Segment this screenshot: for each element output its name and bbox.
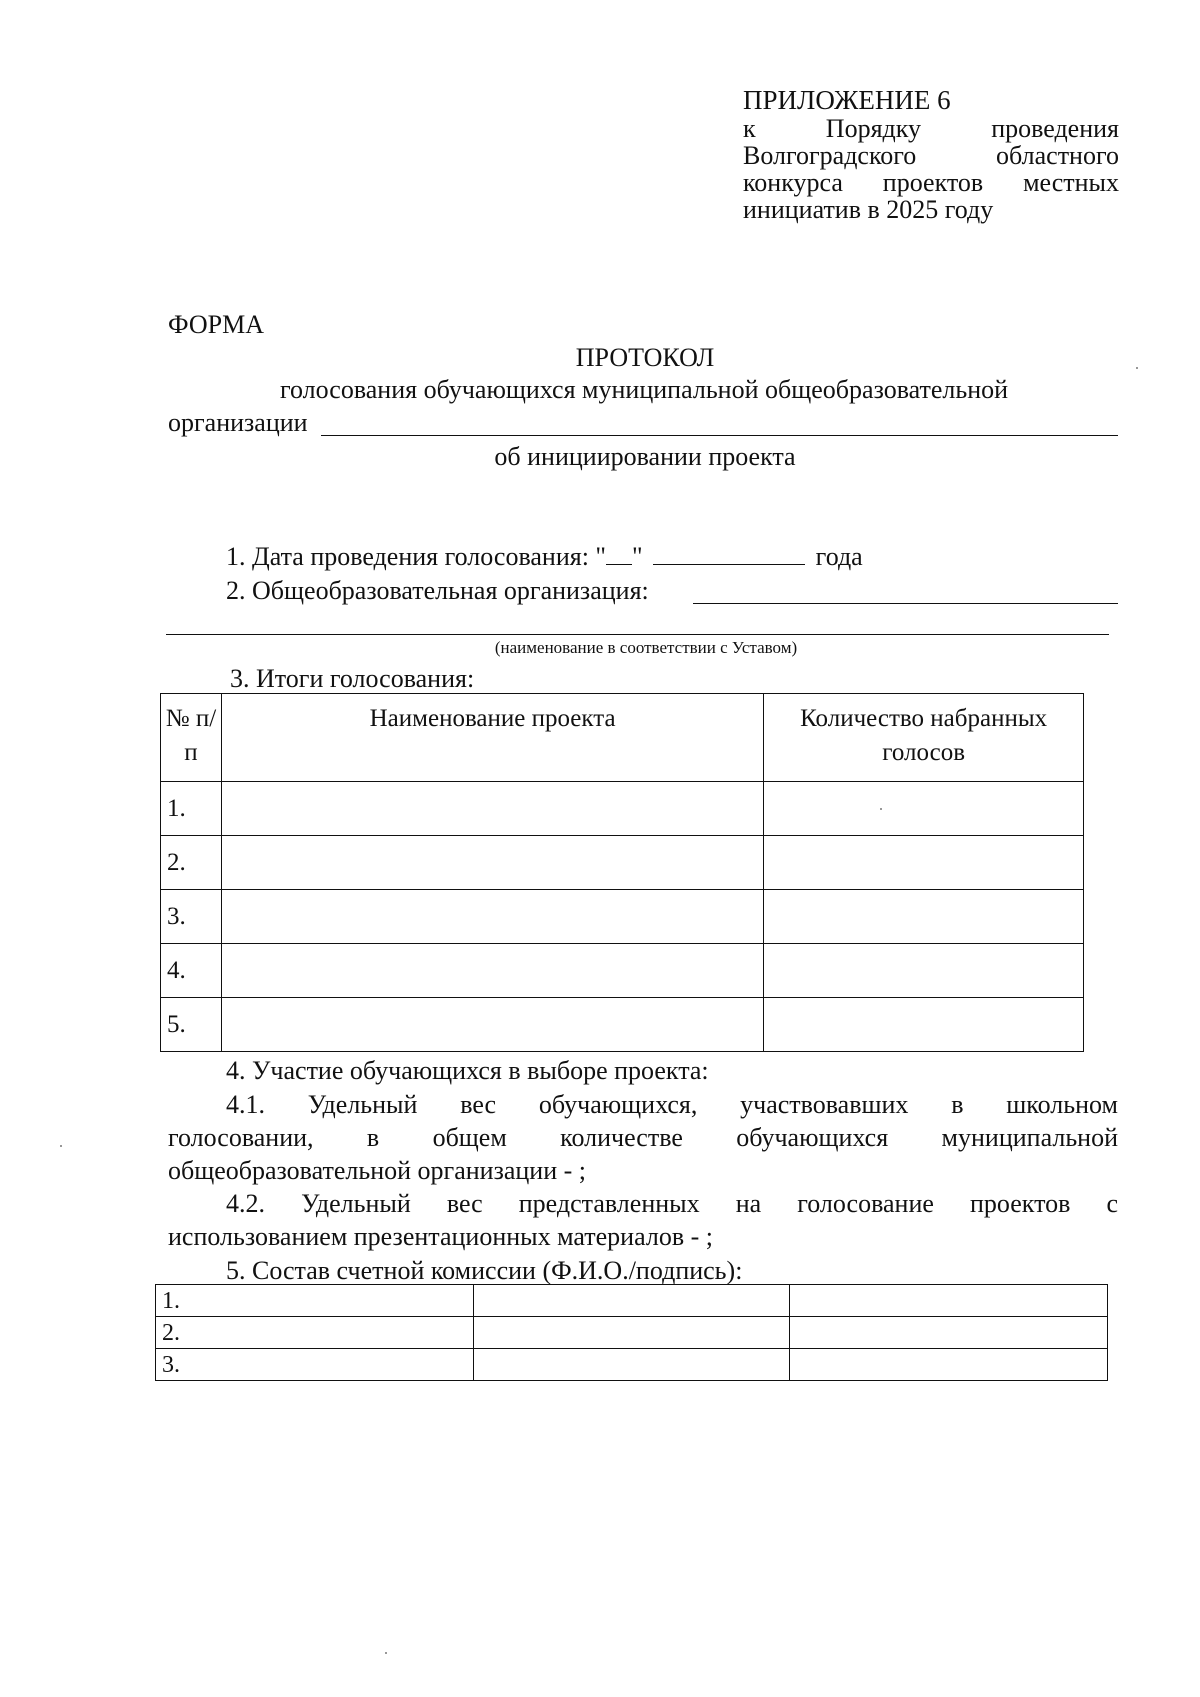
word: обучающихся,: [538, 1090, 698, 1119]
project-name-cell[interactable]: [221, 782, 763, 836]
header-project-name-text: Наименование проекта: [369, 705, 616, 732]
scan-speck: [385, 1652, 387, 1654]
commission-name-cell[interactable]: [473, 1317, 790, 1349]
paragraph-4-1-line1: [226, 1090, 1118, 1120]
word: общем: [432, 1123, 507, 1152]
protocol-subject: об инициировании проекта: [494, 442, 796, 471]
appendix-line: конкурса проектов местных: [743, 168, 1119, 197]
organization-label: организации: [168, 408, 308, 437]
row-number: 1.: [161, 782, 222, 836]
appendix-line: Волгоградского областного: [743, 141, 1119, 170]
table-row: [161, 998, 1084, 1052]
word: голосовании,: [168, 1123, 314, 1152]
paragraph-4-1-line2: [168, 1123, 1118, 1153]
scan-speck: [60, 1145, 62, 1147]
commission-name-cell[interactable]: [473, 1349, 790, 1381]
results-heading: 3. Итоги голосования:: [230, 664, 475, 693]
school-caption: (наименование в соответствии с Уставом): [494, 638, 798, 657]
voting-month-field[interactable]: [653, 542, 805, 565]
paragraph-4-1-line3: общеобразовательной организации - ;: [168, 1156, 587, 1185]
commission-member-cell[interactable]: 3.: [156, 1349, 474, 1381]
paragraph-4-2-line1: [226, 1189, 1118, 1219]
year-suffix: года: [815, 542, 863, 571]
word: в: [951, 1090, 964, 1119]
word: школьном: [1006, 1090, 1118, 1119]
appendix-title: ПРИЛОЖЕНИЕ 6: [743, 85, 951, 115]
word: Удельный: [301, 1189, 411, 1218]
word: представленных: [518, 1189, 700, 1218]
word: участвовавших: [740, 1090, 909, 1119]
word: количестве: [560, 1123, 683, 1152]
word: обучающихся: [736, 1123, 889, 1152]
commission-table: [155, 1284, 1108, 1381]
header-number-text: № п/п: [165, 705, 217, 766]
scan-speck: [1136, 367, 1138, 369]
word: в: [366, 1123, 380, 1152]
protocol-subtitle: голосования обучающихся муниципальной общеобразовательной: [280, 375, 1009, 404]
commission-heading: 5. Состав счетной комиссии (Ф.И.О./подпись):: [226, 1256, 743, 1285]
word: на: [735, 1189, 762, 1218]
voting-date-row: [226, 542, 863, 572]
project-name-cell[interactable]: [221, 944, 763, 998]
project-name-cell[interactable]: [221, 998, 763, 1052]
table-row: [156, 1285, 1108, 1317]
school-field[interactable]: [693, 580, 1118, 604]
header-number: [161, 694, 222, 782]
word: муниципальной: [941, 1123, 1118, 1152]
word: вес: [446, 1189, 483, 1218]
commission-member-cell[interactable]: 1.: [156, 1285, 474, 1317]
header-votes: [764, 694, 1084, 782]
votes-cell[interactable]: [764, 998, 1084, 1052]
commission-signature-cell[interactable]: [790, 1317, 1108, 1349]
row-number: 3.: [161, 890, 222, 944]
project-name-cell[interactable]: [221, 836, 763, 890]
commission-signature-cell[interactable]: [790, 1285, 1108, 1317]
row-number: 2.: [161, 836, 222, 890]
school-label: 2. Общеобразовательная организация:: [226, 576, 649, 605]
protocol-title: ПРОТОКОЛ: [575, 343, 715, 372]
word: проектов: [970, 1189, 1071, 1218]
form-label: ФОРМА: [168, 310, 264, 339]
votes-cell[interactable]: [764, 890, 1084, 944]
word: 4.2.: [226, 1189, 265, 1218]
table-row: [161, 782, 1084, 836]
table-row: [156, 1317, 1108, 1349]
word: голосование: [797, 1189, 934, 1218]
results-table: [160, 693, 1084, 1052]
table-row: [156, 1349, 1108, 1381]
table-row: [161, 944, 1084, 998]
voting-date-label: 1. Дата проведения голосования: ": [226, 542, 607, 571]
votes-cell[interactable]: [764, 782, 1084, 836]
appendix-line: инициатив в 2025 году: [743, 195, 994, 224]
word: вес: [460, 1090, 497, 1119]
commission-signature-cell[interactable]: [790, 1349, 1108, 1381]
project-name-cell[interactable]: [221, 890, 763, 944]
votes-cell[interactable]: [764, 944, 1084, 998]
participation-heading: 4. Участие обучающихся в выборе проекта:: [226, 1056, 709, 1085]
table-row: [161, 836, 1084, 890]
appendix-block: [743, 85, 1119, 223]
row-number: 5.: [161, 998, 222, 1052]
word: Удельный: [307, 1090, 418, 1119]
organization-field[interactable]: [321, 412, 1118, 436]
votes-cell[interactable]: [764, 836, 1084, 890]
appendix-line: к Порядку проведения: [743, 114, 1119, 143]
row-number: 4.: [161, 944, 222, 998]
commission-name-cell[interactable]: [473, 1285, 790, 1317]
voting-day-field[interactable]: [606, 542, 632, 565]
scan-speck: [880, 808, 882, 810]
quote-close: ": [632, 542, 643, 571]
paragraph-4-2-line2: использованием презентационных материалов - ;: [168, 1222, 713, 1251]
header-project-name: [221, 694, 763, 782]
school-field-continued[interactable]: [166, 614, 1109, 635]
table-row: [161, 890, 1084, 944]
word: 4.1.: [226, 1090, 265, 1119]
word: с: [1106, 1189, 1118, 1218]
results-header-row: [161, 694, 1084, 782]
commission-member-cell[interactable]: 2.: [156, 1317, 474, 1349]
header-votes-text: Количество набранных голосов: [800, 705, 1048, 766]
